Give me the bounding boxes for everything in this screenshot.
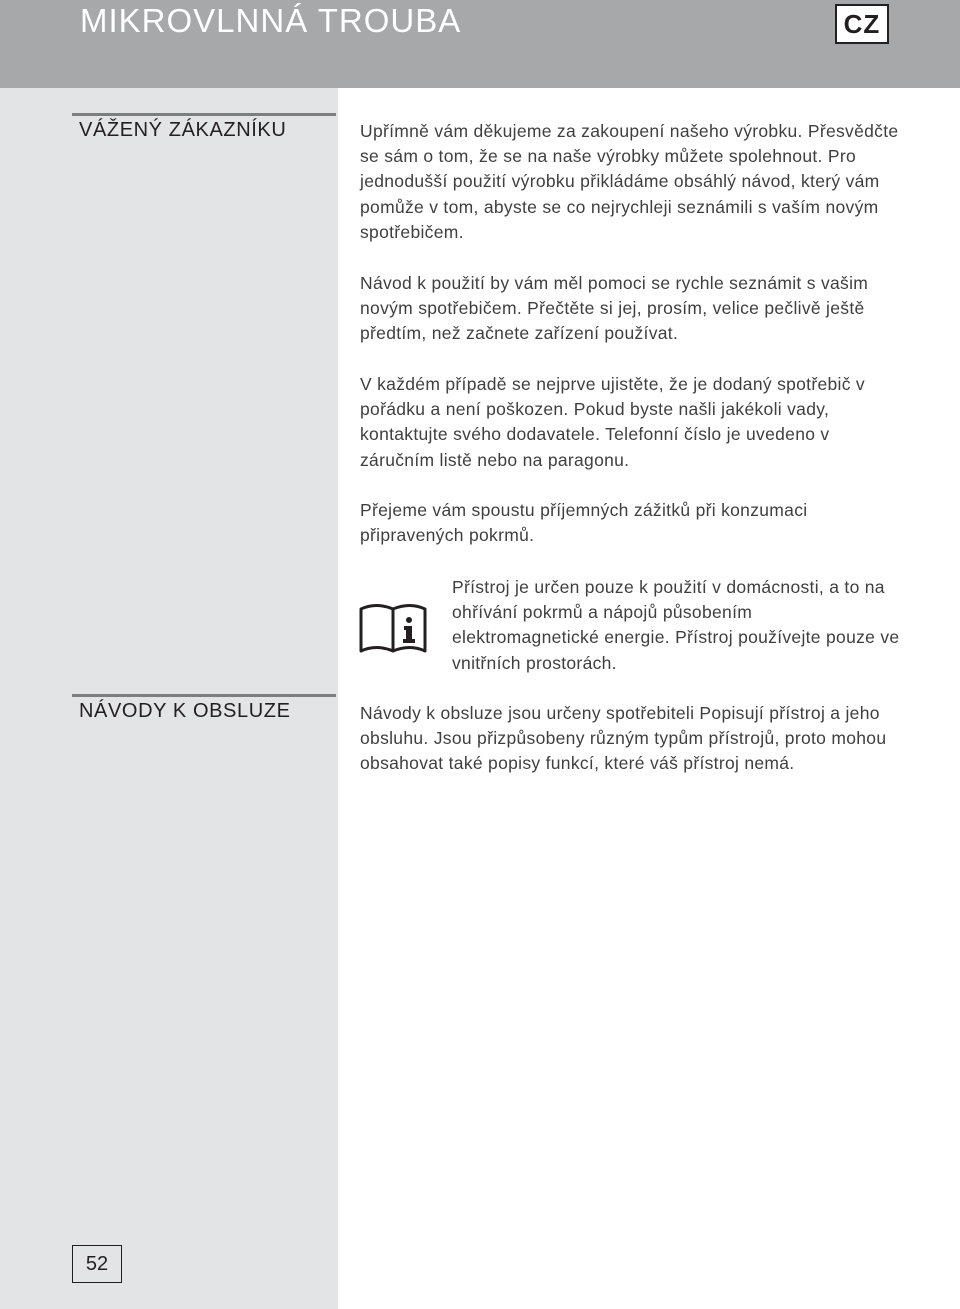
paragraph-check-appliance: V každém případě se nejprve ujistěte, že je dodaný spotřebič v pořádku a není poškozen. Pokud byste našli jakékoli vady, kontaktujte svého dodavatele. Telefonní číslo je uvedeno v záručním listě nebo na paragonu. <box>360 374 865 470</box>
section-heading-manuals: NÁVODY K OBSLUZE <box>79 700 291 722</box>
section-divider <box>72 113 336 116</box>
info-book-icon <box>358 600 428 654</box>
note-intended-use: Přístroj je určen pouze k použití v domácnosti, a to na ohřívání pokrmů a nápojů působením elektromagnetické energie. Přístroj používejte pouze ve vnitřních prostorách. <box>452 577 900 673</box>
left-column <box>0 88 338 1309</box>
section-heading-dear-customer: VÁŽENÝ ZÁKAZNÍKU <box>79 119 287 141</box>
language-badge: CZ <box>835 4 889 44</box>
paragraph-wishes: Přejeme vám spoustu příjemných zážitků při konzumaci připravených pokrmů. <box>360 500 808 546</box>
paragraph-intro: Upřímně vám děkujeme za zakoupení našeho výrobku. Přesvědčte se sám o tom, že se na naše výrobky můžete spolehnout. Pro jednodušší použití výrobku přikládáme obsáhlý návod, který vám pomůže v tom, abyste se co nejrychleji seznámili s vaším novým spotřebičem. <box>360 121 899 242</box>
page-title: MIKROVLNNÁ TROUBA <box>80 2 462 39</box>
page-number: 52 <box>72 1245 122 1283</box>
paragraph-manuals: Návody k obsluze jsou určeny spotřebiteli Popisují přístroj a jeho obsluhu. Jsou přizpůsobeny různým typům přístrojů, proto mohou obsahovat také popisy funkcí, které váš přístroj nemá. <box>360 703 887 774</box>
page-header <box>0 0 960 88</box>
section-divider <box>72 694 336 697</box>
paragraph-manual-purpose: Návod k použití by vám měl pomoci se rychle seznámit s vašim novým spotřebičem. Přečtěte si jej, prosím, velice pečlivě ještě předtím, než začnete zařízení používat. <box>360 273 869 344</box>
